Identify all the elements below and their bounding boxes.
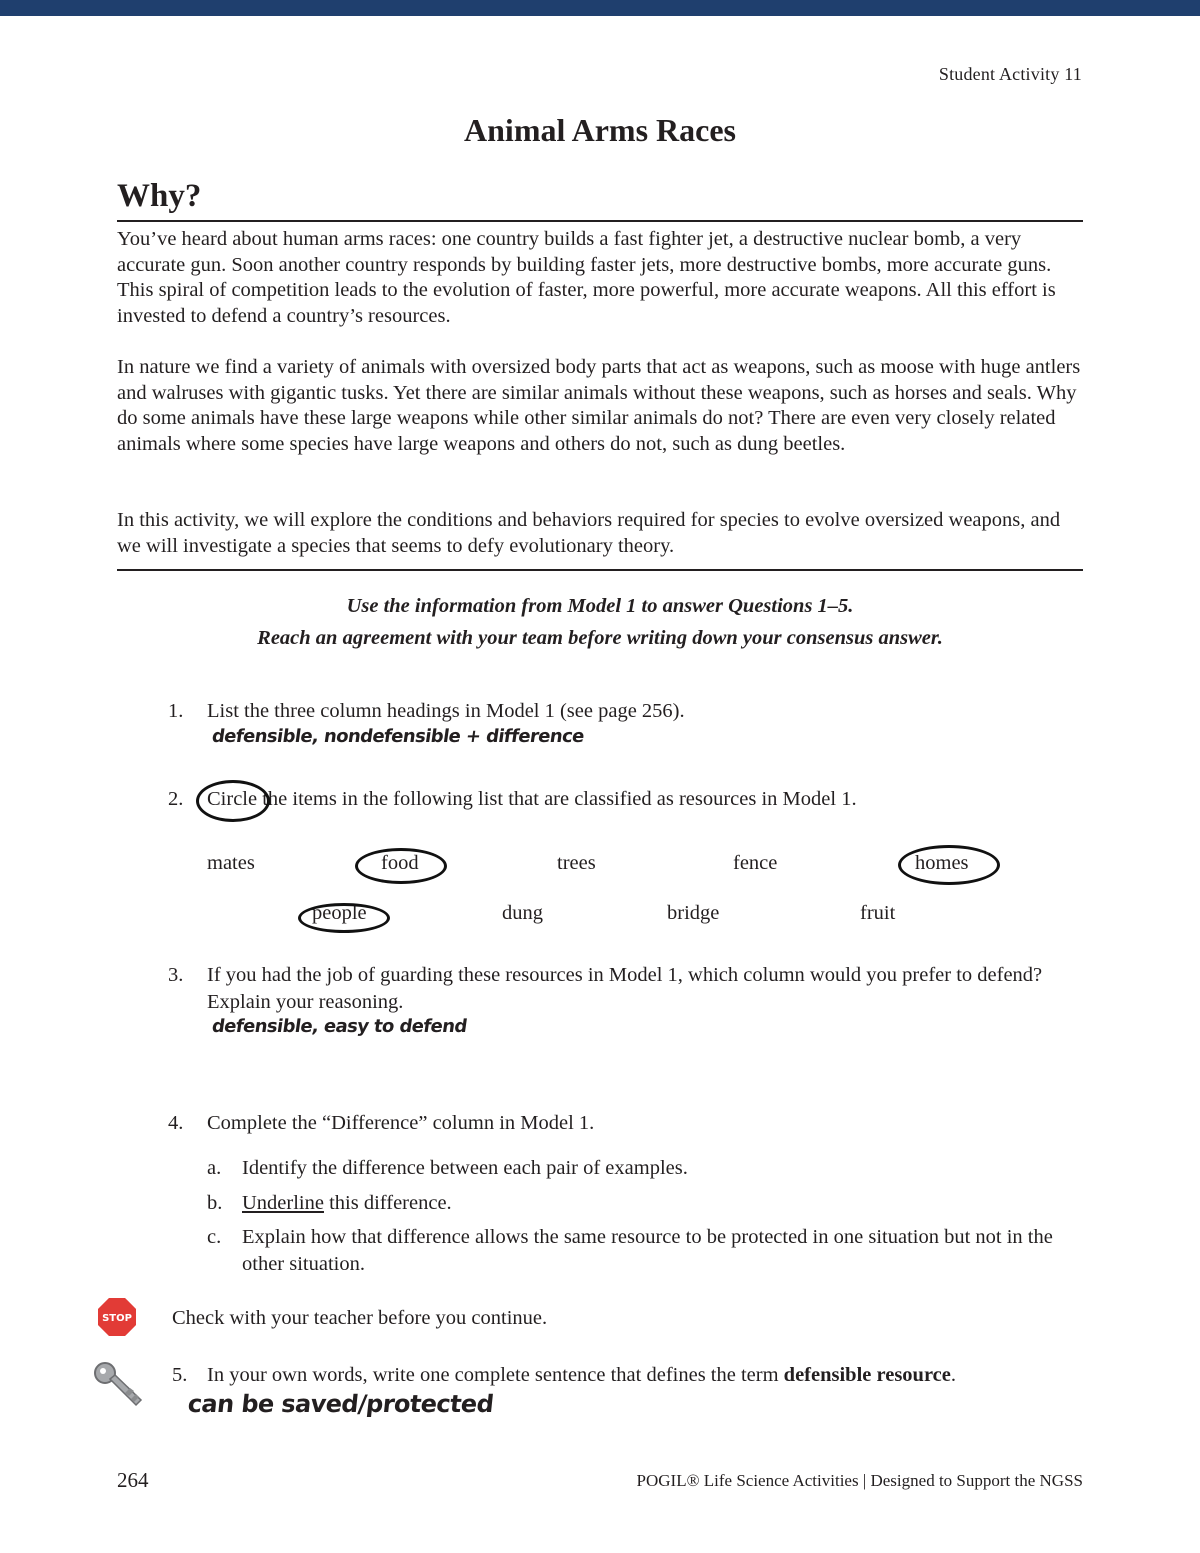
people-hand-circle: [298, 903, 390, 933]
q5-text: [207, 1362, 1067, 1389]
q4-number: 4.: [168, 1112, 184, 1134]
q4b-text-rest: this difference.: [323, 1192, 452, 1214]
q5-handwritten-answer: can be saved/protected: [186, 1390, 495, 1418]
q1-number: 1.: [168, 700, 184, 722]
why-paragraph-2: In nature we find a variety of animals with oversized body parts that act as weapons, such as moose with huge antlers and walruses with gigantic tusks. Yet there are similar animals without these weapons, such as horses and seals. Why do some animals have these large weapons while other similar animals do not? There are even very closely related animals where some species have large weapons and others do not, such as dung beetles.: [117, 356, 1081, 456]
instruction-line-1: Use the information from Model 1 to answer Questions 1–5.: [346, 595, 854, 617]
q4c-letter: c.: [207, 1226, 222, 1248]
q5-text-after: .: [950, 1364, 956, 1386]
instruction-line-2: Reach an agreement with your team before writing down your consensus answer.: [257, 627, 943, 649]
stop-check-text: Check with your teacher before you continue.: [172, 1307, 548, 1329]
q2-item-trees: trees: [557, 852, 596, 874]
why-paragraph-3: In this activity, we will explore the conditions and behaviors required for species to evolve oversized weapons, and we will investigate a species that seems to defy evolutionary theory.: [117, 509, 1061, 557]
q1-text: List the three column headings in Model 1 (see page 256).: [207, 700, 685, 722]
q4b-underlined-word: Underline: [242, 1192, 324, 1214]
q5-term: defensible resource: [783, 1364, 951, 1386]
q4c-text: Explain how that difference allows the same resource to be protected in one situation but not in the other situation.: [242, 1226, 1053, 1275]
page-title: Animal Arms Races: [464, 112, 736, 148]
why-bottom-rule: [117, 569, 1083, 571]
homes-hand-circle: [898, 845, 1000, 885]
why-heading: Why?: [117, 178, 202, 214]
q2-item-homes: homes: [915, 852, 969, 874]
q2-text: [207, 786, 1067, 813]
q2-item-mates: mates: [207, 852, 255, 874]
q5-text-before: In your own words, write one complete sentence that defines the term: [207, 1364, 784, 1386]
circle-word-oval: [196, 780, 270, 822]
top-color-bar: [0, 0, 1200, 16]
q4b-text: [242, 1190, 1072, 1217]
q2-text-rest: the items in the following list that are classified as resources in Model 1.: [257, 788, 857, 810]
q3-text: If you had the job of guarding these resources in Model 1, which column would you prefer to defend? Explain your reasoning.: [207, 964, 1043, 1013]
page-number: 264: [117, 1468, 149, 1492]
q2-item-bridge: bridge: [667, 902, 720, 924]
q2-item-fence: fence: [733, 852, 778, 874]
food-hand-circle: [355, 848, 447, 884]
stop-sign-icon: [96, 1296, 138, 1338]
q4b-letter: b.: [207, 1192, 223, 1214]
q3-handwritten-answer: defensible, easy to defend: [210, 1016, 469, 1037]
q1-handwritten-answer: defensible, nondefensible + difference: [210, 726, 586, 747]
q2-circle-word: Circle: [207, 788, 258, 810]
footer-text: POGIL® Life Science Activities | Designed to Support the NGSS: [636, 1471, 1083, 1490]
q2-number: 2.: [168, 788, 184, 810]
q5-number: 5.: [172, 1364, 188, 1386]
q2-item-dung: dung: [502, 902, 543, 924]
why-top-rule: [117, 220, 1083, 222]
q2-item-fruit: fruit: [860, 902, 896, 924]
q2-item-food: food: [381, 852, 419, 874]
activity-label: Student Activity 11: [938, 64, 1082, 84]
stop-sign-text: STOP: [102, 1313, 132, 1324]
q4a-text: Identify the difference between each pair of examples.: [242, 1157, 688, 1179]
q4-text: Complete the “Difference” column in Model 1.: [207, 1112, 595, 1134]
q2-item-people: people: [312, 902, 367, 924]
q4a-letter: a.: [207, 1157, 222, 1179]
why-paragraph-1: You’ve heard about human arms races: one country builds a fast fighter jet, a destructive nuclear bomb, a very accurate gun. Soon another country responds by building faster jets, more destructive bombs, more accurate guns. This spiral of competition leads to the evolution of faster, more powerful, more accurate weapons. All this effort is invested to defend a country’s resources.: [117, 228, 1056, 328]
q3-number: 3.: [168, 964, 184, 986]
key-icon: [92, 1360, 144, 1410]
